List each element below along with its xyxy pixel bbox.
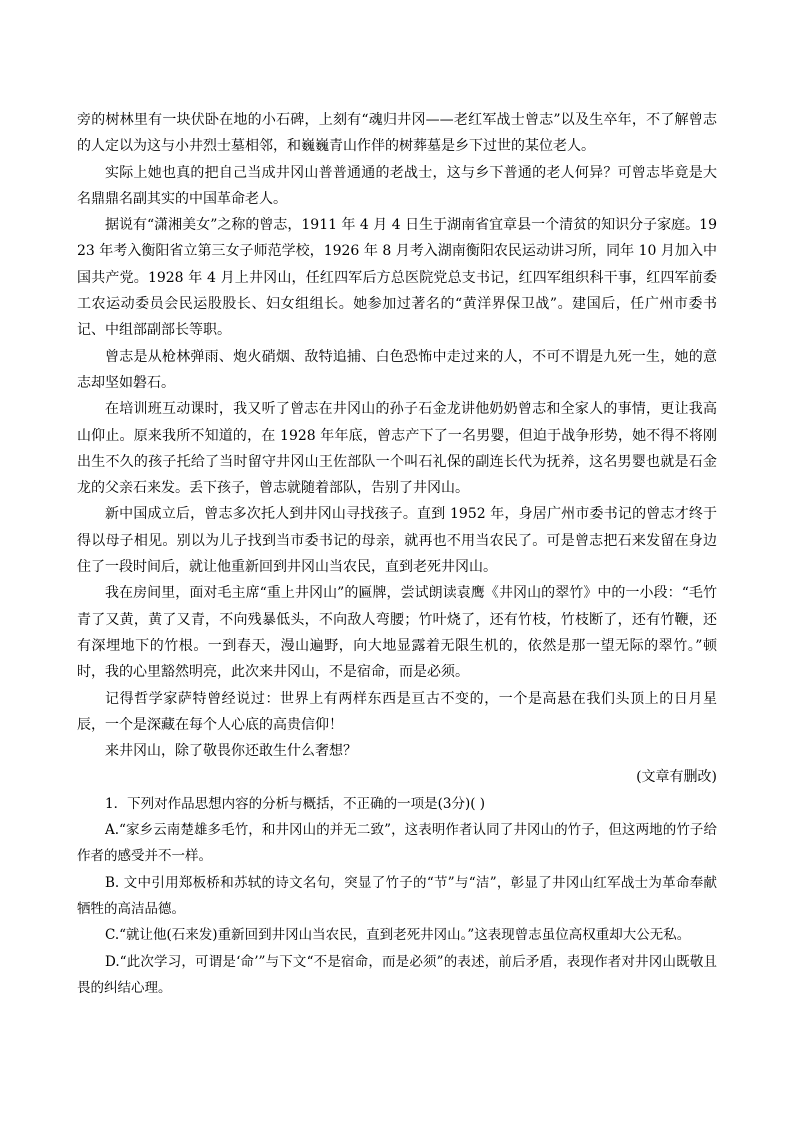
option-a: A.“家乡云南楚雄多毛竹，和井冈山的并无二致”，这表明作者认同了井冈山的竹子，但这两地的竹子给作者的感受并不一样。: [77, 822, 717, 865]
source-note: (文章有删改): [636, 769, 717, 786]
paragraph: 来井冈山，除了敬畏你还敢生什么奢想？: [105, 743, 357, 760]
paragraph: 我在房间里，面对毛主席“重上井冈山”的匾牌，尝试朗读袁鹰《井冈山的翠竹》中的一小段：“毛竹青了又黄，黄了又青，不向残暴低头，不向敌人弯腰；竹叶烧了，还有竹枝，竹枝断了，还有竹鞭，还有深埋地下的竹根。一到春天，漫山遍野，向大地显露着无限生机的，依然是那一望无际的翠竹。”顿时，我的心里豁然明亮，此次来井冈山，不是宿命，而是必须。: [77, 585, 717, 681]
document-page: [77, 107, 717, 1001]
paragraph: 记得哲学家萨特曾经说过：世界上有两样东西是亘古不变的，一个是高悬在我们头顶上的日月星辰，一个是深藏在每个人心底的高贵信仰！: [77, 690, 717, 733]
question-stem: 1．下列对作品思想内容的分析与概括，不正确的一项是(3分)( ): [105, 795, 486, 812]
paragraph: 在培训班互动课时，我又听了曾志在井冈山的孙子石金龙讲他奶奶曾志和全家人的事情，更让我高山仰止。原来我所不知道的，在 1928 年年底，曾志产下了一名男婴，但迫于战争形势，她不得不将刚出生不久的孩子托给了当时留守井冈山王佐部队一个叫石礼保的副连长代为抚养，这名男婴也就是石金龙的父亲石来发。丢下孩子，曾志就随着部队，告别了井冈山。: [77, 401, 717, 497]
option-b: B. 文中引用郑板桥和苏轼的诗文名句，突显了竹子的“节”与“洁”，彰显了井冈山红军战士为革命奉献牺牲的高洁品德。: [77, 874, 717, 917]
paragraph: 新中国成立后，曾志多次托人到井冈山寻找孩子。直到 1952 年，身居广州市委书记的曾志才终于得以母子相见。别以为儿子找到当市委书记的母亲，就再也不用当农民了。可是曾志把石来发留在身边住了一段时间后，就让他重新回到井冈山当农民，直到老死井冈山。: [77, 506, 717, 576]
option-d: D.“此次学习，可谓是‘命’”与下文“不是宿命，而是必须”的表述，前后矛盾，表现作者对井冈山既敬且畏的纠结心理。: [77, 953, 717, 996]
paragraph: 曾志是从枪林弹雨、炮火硝烟、敌特追捕、白色恐怖中走过来的人，不可不谓是九死一生，她的意志却坚如磐石。: [77, 348, 717, 391]
paragraph-continued: 旁的树林里有一块伏卧在地的小石碑，上刻有“魂归井冈——老红军战士曾志”以及生卒年，不了解曾志的人定以为这与小井烈士墓相邻，和巍巍青山作伴的树葬墓是乡下过世的某位老人。: [77, 112, 717, 155]
question-block: [77, 791, 717, 1001]
paragraph: 据说有“潇湘美女”之称的曾志，1911 年 4 月 4 日生于湖南省宜章县一个清贫的知识分子家庭。1923 年考入衡阳省立第三女子师范学校，1926 年 8 月考入湖南衡阳农民运动讲习所，同年 10 月加入中国共产党。1928 年 4 月上井冈山，任红四军后方总医院党总支书记，红四军组织科干事，红四军前委工农运动委员会民运股股长、妇女组组长。她参加过著名的“黄洋界保卫战”。建国后，任广州市委书记、中组部副部长等职。: [77, 217, 717, 339]
paragraph: 实际上她也真的把自己当成井冈山普普通通的老战士，这与乡下普通的老人何异？可曾志毕竟是大名鼎鼎名副其实的中国革命老人。: [77, 164, 717, 207]
option-c: C.“就让他(石来发)重新回到井冈山当农民，直到老死井冈山。”这表现曾志虽位高权重却大公无私。: [105, 927, 691, 944]
